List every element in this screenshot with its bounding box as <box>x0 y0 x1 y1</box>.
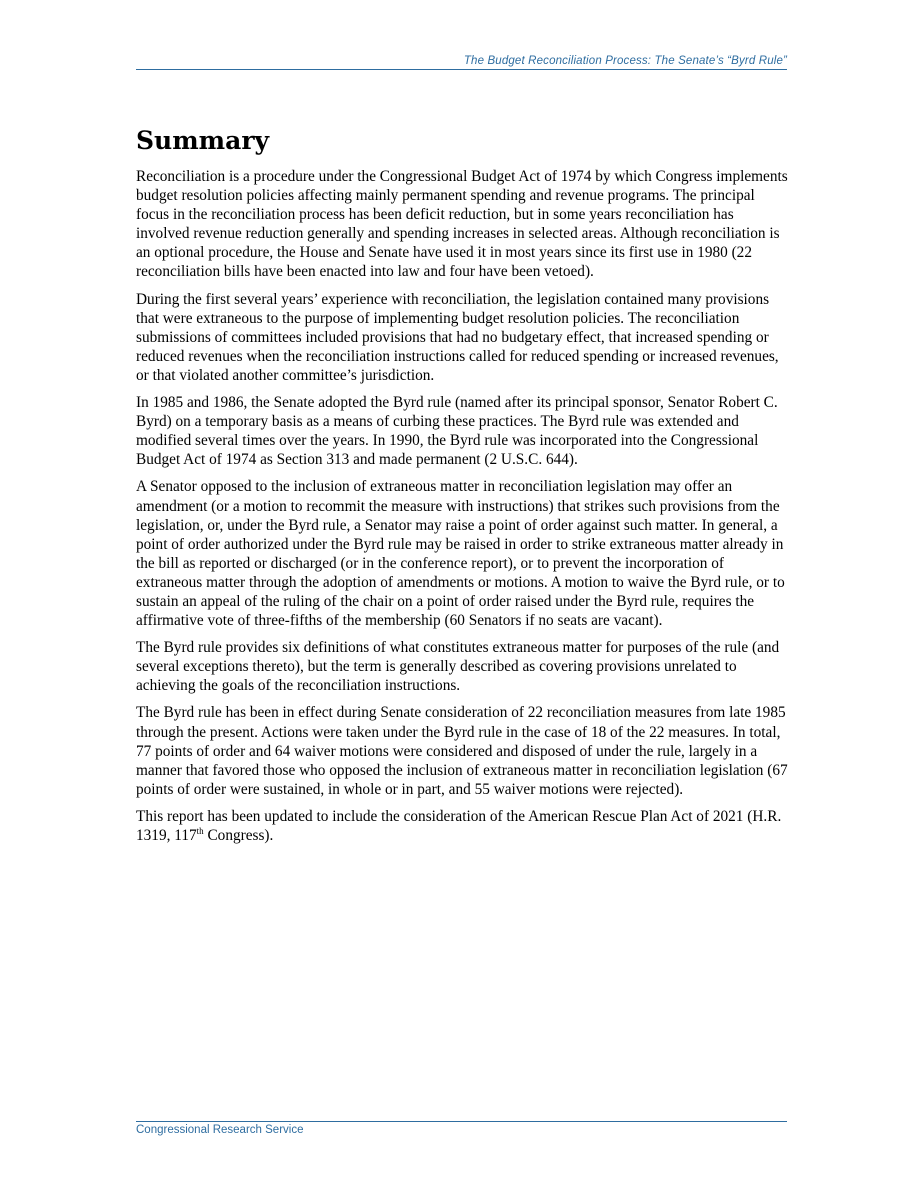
paragraph-extraneous-provisions: During the first several years’ experience with reconciliation, the legislation contained many provisions that were extraneous to the purpose of implementing budget resolution policies. The reconciliation submissions of committees included provisions that had no budgetary effect, that increased spending or reduced revenues when the reconciliation instructions called for reduced spending or increased revenues, or that violated another committee’s jurisdiction. <box>136 290 779 384</box>
paragraph-update-note <box>136 807 790 845</box>
section-heading: Summary <box>136 126 270 155</box>
paragraph-definitions: The Byrd rule provides six definitions of what constitutes extraneous matter for purposes of the rule (and several exceptions thereto), but the term is generally described as covering provisions unrelated to achieving the goals of the reconciliation instructions. <box>136 639 780 695</box>
paragraph-actions-taken: The Byrd rule has been in effect during Senate consideration of 22 reconciliation measures from late 1985 through the present. Actions were taken under the Byrd rule in the case of 18 of the 22 measures. In total, 77 points of order and 64 waiver motions were considered and disposed of under the rule, largely in a manner that favored those who opposed the inclusion of extraneous matter in reconciliation legislation (67 points of order were sustained, in whole or in part, and 55 waiver motions were rejected). <box>136 704 788 798</box>
update-note-text-end: Congress). <box>203 827 274 844</box>
ordinal-superscript: th <box>196 825 204 836</box>
update-note-text: This report has been updated to include the consideration of the American Rescue Plan Act of 2021 (H.R. 1319, 117 <box>136 807 782 844</box>
paragraph-points-of-order: A Senator opposed to the inclusion of extraneous matter in reconciliation legislation may offer an amendment (or a motion to recommit the measure with instructions) that strikes such provisions from the legislation, or, under the Byrd rule, a Senator may raise a point of order against such matter. In general, a point of order authorized under the Byrd rule may be raised in order to strike extraneous matter already in the bill as reported or discharged (or in the conference report), or to prevent the incorporation of extraneous matter through the adoption of amendments or motions. A motion to waive the Byrd rule, or to sustain an appeal of the ruling of the chair on a point of order raised under the Byrd rule, requires the affirmative vote of three-fifths of the membership (60 Senators if no seats are vacant). <box>136 478 785 630</box>
paragraph-reconciliation-overview: Reconciliation is a procedure under the Congressional Budget Act of 1974 by which Congress implements budget resolution policies affecting mainly permanent spending and revenue programs. The principal focus in the reconciliation process has been deficit reduction, but in some years reconciliation has involved revenue reduction generally and spending increases in selected areas. Although reconciliation is an optional procedure, the House and Senate have used it in most years since its first use in 1980 (22 reconciliation bills have been enacted into law and four have been vetoed). <box>136 168 788 281</box>
running-footer-publisher: Congressional Research Service <box>136 1124 304 1136</box>
running-header-title: The Budget Reconciliation Process: The Senate’s “Byrd Rule” <box>463 55 787 67</box>
paragraph-byrd-rule-history: In 1985 and 1986, the Senate adopted the Byrd rule (named after its principal sponsor, Senator Robert C. Byrd) on a temporary basis as a means of curbing these practices. The Byrd rule was extended and modified several times over the years. In 1990, the Byrd rule was incorporated into the Congressional Budget Act of 1974 as Section 313 and made permanent (2 U.S.C. 644). <box>136 394 778 469</box>
header-divider <box>136 69 787 70</box>
footer-divider <box>136 1121 787 1122</box>
summary-section <box>136 124 790 853</box>
